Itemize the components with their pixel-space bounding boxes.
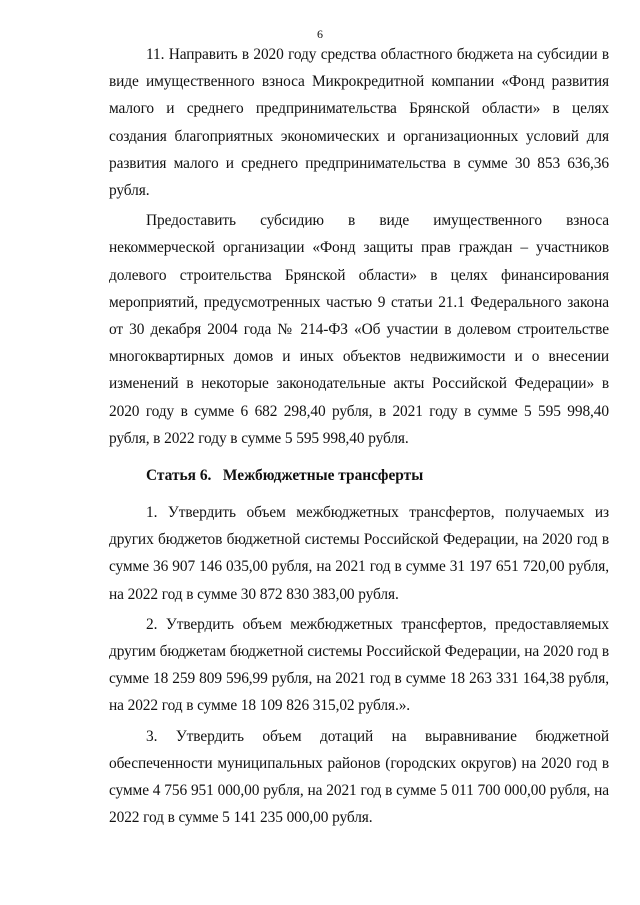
article-6-item-2: 2. Утвердить объем межбюджетных трансфертов, предоставляемых другим бюджетам бюджетной системы Российской Федерации, на 2020 год в сумме 18 259 809 596,99 рубля, на 2021 год в сумме 18 263 331 164,38 рубля, на 2022 год в сумме 18 109 826 315,02 рубля.». [109, 615, 609, 715]
document-body [109, 41, 609, 834]
paragraph-item-11: 11. Направить в 2020 году средства областного бюджета на субсидии в виде имущественного взноса Микрокредитной компании «Фонд развития малого и среднего предпринимательства Брянской области» в целях создания благоприятных экономических и организационных условий для развития малого и среднего предпринимательства в сумме 30 853 636,36 рубля. [109, 46, 609, 200]
article-6-item-1: 1. Утвердить объем межбюджетных трансфертов, получаемых из других бюджетов бюджетной системы Российской Федерации, на 2020 год в сумме 36 907 146 035,00 рубля, на 2021 год в сумме 31 197 651 720,00 рубля, на 2022 год в сумме 30 872 830 383,00 рубля. [109, 504, 609, 603]
paragraph-subsidy-fund: Предоставить субсидию в виде имущественного взноса некоммерческой организации «Фонд защиты прав граждан – участников долевого строительства Брянской области» в целях финансирования мероприятий, предусмотренных частью 9 статьи 21.1 Федерального закона от 30 декабря 2004 года № 214-ФЗ «Об участии в долевом строительстве многоквартирных домов и иных объектов недвижимости и о внесении изменений в некоторые законодательные акты Российской Федерации» в 2020 году в сумме 6 682 298,40 рубля, в 2021 году в сумме 5 595 998,40 рубля, в 2022 году в сумме 5 595 998,40 рубля. [109, 212, 609, 447]
article-6-label: Статья 6. [146, 467, 212, 485]
article-6-item-3: 3. Утвердить объем дотаций на выравнивание бюджетной обеспеченности муниципальных районов (городских округов) на 2020 год в сумме 4 756 951 000,00 рубля, на 2021 год в сумме 5 011 700 000,00 рубля, на 2022 год в сумме 5 141 235 000,00 рубля. [109, 727, 609, 827]
article-6-title: Межбюджетные трансферты [222, 467, 424, 485]
article-6-heading [109, 462, 609, 489]
page-number: 6 [317, 27, 323, 41]
